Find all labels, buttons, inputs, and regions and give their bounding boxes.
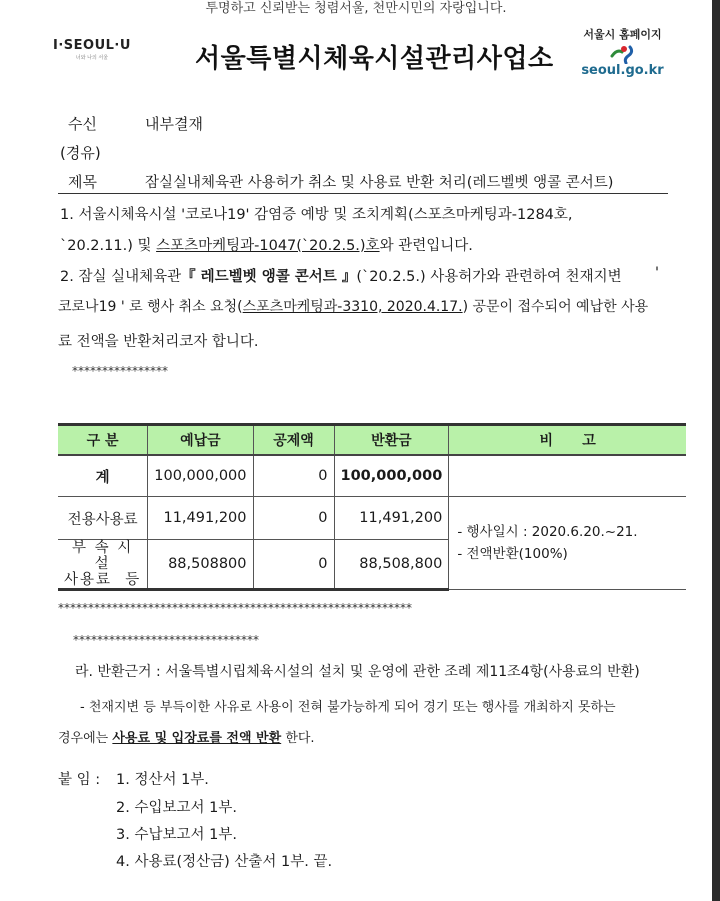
recipient-label: 수신	[68, 115, 97, 133]
detail-text-a: 경우에는	[58, 731, 113, 746]
seoul-emblem-icon	[575, 44, 670, 64]
attachment-item-2: 2. 수입보고서 1부.	[116, 800, 237, 816]
slogan: 투명하고 신뢰받는 청렴서울, 천만시민의 자랑입니다.	[205, 1, 507, 16]
separator-stars-3: *******************************	[73, 633, 259, 647]
p2-event-name: 『 레드벨벳 앵콜 콘서트 』	[181, 269, 357, 285]
detail-text-b: 한다.	[281, 731, 315, 746]
detail-emphasis: 사용료 및 입장료를 전액 반환	[112, 731, 282, 746]
cell-prepaid: 11,491,200	[148, 497, 253, 540]
paragraph-1-line-1: 1. 서울시체육시설 '코로나19' 감염증 예방 및 조치계획(스포츠마케팅과-1284호,	[60, 207, 573, 223]
table-row	[58, 497, 686, 540]
subject-label: 제목	[68, 173, 97, 191]
cell-deduction: 0	[253, 497, 334, 540]
paragraph-2-line-1	[60, 265, 622, 286]
refund-basis: 라. 반환근거 : 서울특별시립체육시설의 설치 및 운영에 관한 조례 제11조4항(사용료의 반환)	[75, 664, 640, 680]
p2-text-a: 2. 잠실 실내체육관	[60, 269, 182, 285]
refund-basis-detail-1: - 천재지변 등 부득이한 사유로 사용이 전혀 불가능하게 되어 경기 또는 행사를 개최하지 못하는	[80, 700, 616, 715]
category-line-1: 부 속 시 설	[72, 540, 134, 572]
p1-text-b: 와 관련입니다.	[379, 238, 473, 254]
cell-remarks-empty	[449, 455, 686, 497]
header-category: 구 분	[58, 425, 148, 456]
page-edge-bar	[712, 0, 720, 901]
attachment-item-4: 4. 사용료(정산금) 산출서 1부. 끝.	[116, 854, 333, 870]
p1-text-a: `20.2.11.) 및	[60, 238, 157, 254]
table-header-row	[58, 425, 686, 456]
refund-basis-detail-2	[58, 727, 315, 746]
paragraph-2-line-2	[58, 296, 648, 316]
table-row	[58, 455, 686, 497]
remark-event-date: - 행사일시 : 2020.6.20.~21.	[457, 524, 638, 540]
i-seoul-u-logo	[53, 38, 131, 61]
attachment-item-1: 1. 정산서 1부.	[116, 772, 209, 788]
cell-prepaid: 100,000,000	[148, 455, 253, 497]
remark-full-refund: - 전액반환(100%)	[457, 546, 568, 562]
paragraph-1-line-2	[60, 234, 473, 255]
refund-table	[58, 423, 686, 591]
p2-line2-a: 코로나19 ' 로 행사 취소 요청(	[58, 299, 243, 315]
homepage-caption: 서울시 홈페이지	[583, 28, 662, 41]
organization-title: 서울특별시체육시설관리사업소	[195, 44, 554, 74]
p2-reference: 스포츠마케팅과-3310, 2020.4.17.	[242, 299, 463, 315]
logo-subtext: 너와 나의 서울	[75, 55, 109, 61]
p2-line2-b: ) 공문이 접수되어 예납한 사용	[462, 299, 649, 315]
header-deduction: 공제액	[253, 425, 334, 456]
subject-value: 잠실실내체육관 사용허가 취소 및 사용료 반환 처리(레드벨벳 앵콜 콘서트)	[145, 175, 614, 191]
cell-category: 계	[58, 455, 148, 497]
p1-reference: 스포츠마케팅과-1047(`20.2.5.)호	[156, 238, 380, 254]
cell-deduction: 0	[253, 455, 334, 497]
category-line-2: 사용료 등	[64, 572, 142, 588]
recipient-value: 내부결재	[145, 115, 203, 133]
homepage-url[interactable]: seoul.go.kr	[581, 63, 664, 78]
via-label: (경유)	[60, 144, 101, 162]
cell-category: 전용사용료	[58, 497, 148, 540]
p2-quote-mark: '	[655, 265, 659, 281]
paragraph-2-line-3: 료 전액을 반환처리코자 합니다.	[58, 334, 259, 350]
cell-refund: 11,491,200	[334, 497, 449, 540]
header-prepaid: 예납금	[148, 425, 253, 456]
p2-text-b: (`20.2.5.) 사용허가와 관련하여 천재지변	[356, 269, 622, 285]
separator-stars-2: ***********************************************************	[58, 601, 412, 615]
cell-refund: 88,508,800	[334, 540, 449, 590]
cell-category	[58, 540, 148, 590]
cell-remarks	[449, 497, 686, 590]
cell-prepaid: 88,508800	[148, 540, 253, 590]
seoul-homepage-logo	[575, 26, 670, 78]
logo-mark: I·SEOUL·U	[53, 38, 131, 53]
header-refund: 반환금	[334, 425, 449, 456]
subject-divider	[58, 193, 668, 194]
attachment-label: 붙 임 :	[58, 772, 101, 788]
attachment-item-3: 3. 수납보고서 1부.	[116, 827, 237, 843]
separator-stars-1: ****************	[72, 364, 168, 378]
cell-refund: 100,000,000	[334, 455, 449, 497]
cell-deduction: 0	[253, 540, 334, 590]
header-remarks: 비 고	[449, 425, 686, 456]
